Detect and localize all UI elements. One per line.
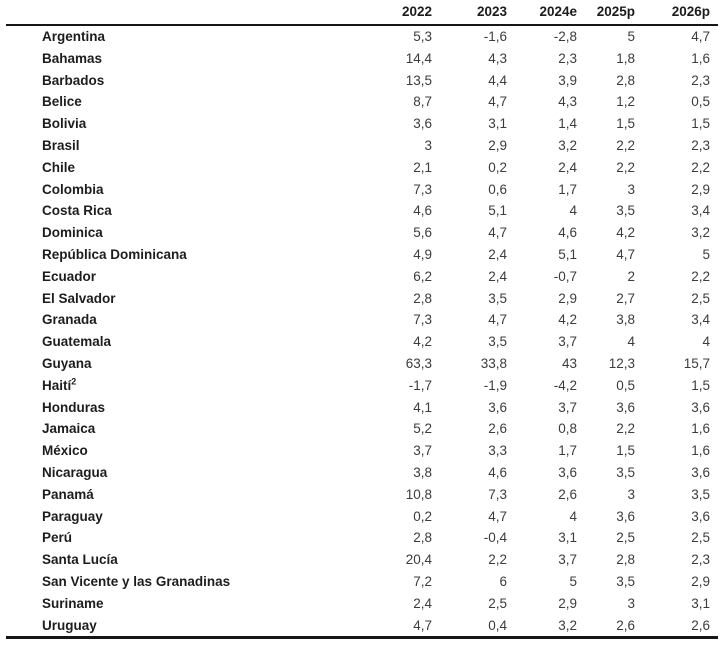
country-name: Uruguay xyxy=(42,617,97,633)
value-cell: 2,6 xyxy=(635,615,718,638)
column-header-2024e: 2024e xyxy=(507,1,577,25)
country-name: Perú xyxy=(42,530,73,546)
value-cell: 2,7 xyxy=(616,290,635,306)
country-name-cell xyxy=(6,179,358,201)
value-cell: 2,4 xyxy=(488,246,507,262)
country-name-cell xyxy=(6,200,358,222)
table-row xyxy=(6,309,718,331)
table-row xyxy=(6,418,718,440)
value-cell: 2,6 xyxy=(558,486,577,502)
value-cell: 3,6 xyxy=(691,464,710,480)
value-cell: 3 xyxy=(627,595,635,611)
country-name: Ecuador xyxy=(42,268,97,284)
value-cell: 2,9 xyxy=(691,181,710,197)
value-cell: 4,2 xyxy=(558,312,577,328)
country-name-cell xyxy=(6,244,358,266)
table-row xyxy=(6,91,718,113)
value-cell: 6,2 xyxy=(413,268,432,284)
value-cell: 4,3 xyxy=(558,94,577,110)
value-cell: 3 xyxy=(627,181,635,197)
value-cell: 1,5 xyxy=(616,443,635,459)
country-name: Guyana xyxy=(42,355,92,371)
value-cell: 7,2 xyxy=(413,573,432,589)
country-name: San Vicente y las Granadinas xyxy=(42,573,231,589)
column-header-2022: 2022 xyxy=(358,1,432,25)
value-cell: 6 xyxy=(499,573,507,589)
country-name-cell xyxy=(6,113,358,135)
value-cell: 4,7 xyxy=(488,225,507,241)
country-name-cell xyxy=(6,70,358,92)
value-cell: 5,6 xyxy=(413,225,432,241)
value-cell: 7,3 xyxy=(413,181,432,197)
table-row xyxy=(6,462,718,484)
value-cell: 1,7 xyxy=(558,443,577,459)
value-cell: 2,3 xyxy=(558,50,577,66)
value-cell: 2,5 xyxy=(616,530,635,546)
value-cell: 3,8 xyxy=(413,464,432,480)
value-cell: 3,2 xyxy=(558,137,577,153)
country-name-cell xyxy=(6,309,358,331)
country-name-cell xyxy=(6,549,358,571)
value-cell: 2,2 xyxy=(616,421,635,437)
table-row xyxy=(6,244,718,266)
value-cell: 2,5 xyxy=(691,530,710,546)
country-name-cell xyxy=(6,157,358,179)
country-name-cell xyxy=(6,484,358,506)
value-cell: 4 xyxy=(569,508,577,524)
value-cell: 3 xyxy=(627,486,635,502)
table-row xyxy=(6,48,718,70)
value-cell: 3,4 xyxy=(691,203,710,219)
value-cell: 2,9 xyxy=(488,137,507,153)
value-cell: -0,4 xyxy=(483,530,507,546)
header-row xyxy=(6,1,718,25)
value-cell: 3,1 xyxy=(691,595,710,611)
table-row xyxy=(6,157,718,179)
table-row xyxy=(6,506,718,528)
table-row xyxy=(6,179,718,201)
value-cell: 2,9 xyxy=(691,573,710,589)
table-row xyxy=(6,397,718,419)
value-cell: 0,6 xyxy=(488,181,507,197)
country-name-cell xyxy=(6,506,358,528)
country-name-cell xyxy=(6,135,358,157)
value-cell: 0,8 xyxy=(558,421,577,437)
value-cell: 1,7 xyxy=(558,181,577,197)
country-name-cell xyxy=(6,397,358,419)
value-cell: -1,6 xyxy=(483,29,507,44)
value-cell: 2,6 xyxy=(488,421,507,437)
table-row xyxy=(6,266,718,288)
country-name: Guatemala xyxy=(42,334,112,350)
value-cell: 5,1 xyxy=(488,203,507,219)
country-name: Colombia xyxy=(42,181,104,197)
country-name: Barbados xyxy=(42,72,105,88)
value-cell: 0,5 xyxy=(691,94,710,110)
country-name: Dominica xyxy=(42,225,103,241)
value-cell: 2,4 xyxy=(558,159,577,175)
value-cell: 7,3 xyxy=(488,486,507,502)
value-cell: 3,1 xyxy=(488,116,507,132)
value-cell: 3 xyxy=(424,137,432,153)
value-cell: 2,6 xyxy=(577,615,635,638)
value-cell: 2,1 xyxy=(413,159,432,175)
value-cell: 3,7 xyxy=(558,552,577,568)
value-cell: 3,4 xyxy=(691,312,710,328)
table-row xyxy=(6,135,718,157)
value-cell: 3,5 xyxy=(616,203,635,219)
value-cell: 3,6 xyxy=(691,399,710,415)
value-cell: 1,4 xyxy=(558,116,577,132)
value-cell: 2,9 xyxy=(558,595,577,611)
country-name: Suriname xyxy=(42,595,104,611)
value-cell: 0,2 xyxy=(413,508,432,524)
value-cell: 3,6 xyxy=(558,464,577,480)
country-name: Haití xyxy=(42,377,72,393)
value-cell: 0,2 xyxy=(488,159,507,175)
country-name: Brasil xyxy=(42,137,80,153)
value-cell: 2,8 xyxy=(616,552,635,568)
country-name-cell xyxy=(6,375,358,397)
value-cell: 20,4 xyxy=(405,552,432,568)
country-name-cell xyxy=(6,527,358,549)
value-cell: 4,6 xyxy=(413,203,432,219)
country-name-cell xyxy=(6,91,358,113)
value-cell: 12,3 xyxy=(608,355,635,371)
value-cell: 1,6 xyxy=(691,443,710,459)
value-cell: 4 xyxy=(627,334,635,350)
value-cell: 3,7 xyxy=(558,399,577,415)
value-cell: 4,9 xyxy=(413,246,432,262)
value-cell: 3,6 xyxy=(616,399,635,415)
value-cell: 3,7 xyxy=(558,334,577,350)
value-cell: 2,8 xyxy=(413,530,432,546)
value-cell: 5,3 xyxy=(413,29,432,44)
value-cell: 2,2 xyxy=(691,268,710,284)
country-name-cell xyxy=(6,353,358,375)
table-row xyxy=(6,70,718,92)
value-cell: 2,4 xyxy=(413,595,432,611)
value-cell: 4,7 xyxy=(488,508,507,524)
value-cell: 4,4 xyxy=(488,72,507,88)
country-name-cell xyxy=(6,48,358,70)
country-name-cell xyxy=(6,266,358,288)
value-cell: 2,3 xyxy=(691,72,710,88)
country-name-cell xyxy=(6,222,358,244)
value-cell: 3,9 xyxy=(558,72,577,88)
table-row xyxy=(6,353,718,375)
table-body xyxy=(6,25,718,638)
value-cell: 1,8 xyxy=(616,50,635,66)
value-cell: -1,7 xyxy=(408,377,432,393)
country-name: Belice xyxy=(42,94,82,110)
value-cell: 1,6 xyxy=(691,421,710,437)
value-cell: 5 xyxy=(702,246,710,262)
country-name: Costa Rica xyxy=(42,203,112,219)
value-cell: 4 xyxy=(569,203,577,219)
table-row xyxy=(6,484,718,506)
value-cell: 15,7 xyxy=(683,355,710,371)
value-cell: 2,2 xyxy=(616,159,635,175)
country-name-cell xyxy=(6,418,358,440)
value-cell: 5 xyxy=(569,573,577,589)
table-row xyxy=(6,375,718,397)
country-name: República Dominicana xyxy=(42,246,187,262)
country-name: Santa Lucía xyxy=(42,552,118,568)
value-cell: 2,3 xyxy=(691,552,710,568)
country-name: Nicaragua xyxy=(42,464,108,480)
value-cell: 3,6 xyxy=(616,508,635,524)
value-cell: 43 xyxy=(561,355,577,371)
table-row xyxy=(6,527,718,549)
value-cell: 3,5 xyxy=(488,290,507,306)
column-header-2026p: 2026p xyxy=(635,1,718,25)
country-name: Bahamas xyxy=(42,50,103,66)
table-row xyxy=(6,113,718,135)
column-header-2025p: 2025p xyxy=(577,1,635,25)
value-cell: 4,7 xyxy=(488,94,507,110)
value-cell: -2,8 xyxy=(553,29,577,44)
value-cell: 2,8 xyxy=(413,290,432,306)
country-name-cell xyxy=(6,288,358,310)
country-name-cell xyxy=(6,462,358,484)
table-row xyxy=(6,593,718,615)
value-cell: 2,2 xyxy=(616,137,635,153)
country-name: Paraguay xyxy=(42,508,103,524)
value-cell: 2,5 xyxy=(691,290,710,306)
country-name: Granada xyxy=(42,312,97,328)
value-cell: 4,7 xyxy=(358,615,432,638)
value-cell: 3,7 xyxy=(413,443,432,459)
country-name-cell xyxy=(6,571,358,593)
country-name: México xyxy=(42,443,88,459)
value-cell: 3,5 xyxy=(616,573,635,589)
value-cell: 4,2 xyxy=(413,334,432,350)
value-cell: 63,3 xyxy=(405,355,432,371)
value-cell: -4,2 xyxy=(553,377,577,393)
value-cell: 3,6 xyxy=(413,116,432,132)
value-cell: 2 xyxy=(627,268,635,284)
table-row xyxy=(6,615,718,638)
value-cell: 4,7 xyxy=(691,29,710,44)
value-cell: 4,3 xyxy=(488,50,507,66)
table-row xyxy=(6,331,718,353)
country-name-cell xyxy=(6,25,358,48)
value-cell: 14,4 xyxy=(405,50,432,66)
value-cell: 2,5 xyxy=(488,595,507,611)
table-row xyxy=(6,571,718,593)
country-name: Panamá xyxy=(42,486,94,502)
value-cell: 4,7 xyxy=(488,312,507,328)
value-cell: 2,3 xyxy=(691,137,710,153)
table-row xyxy=(6,25,718,48)
value-cell: 4 xyxy=(702,334,710,350)
value-cell: 7,3 xyxy=(413,312,432,328)
value-cell: 4,6 xyxy=(488,464,507,480)
value-cell: 5,1 xyxy=(558,246,577,262)
country-name: Chile xyxy=(42,159,76,175)
value-cell: 3,6 xyxy=(488,399,507,415)
growth-table xyxy=(6,1,718,639)
value-cell: 3,5 xyxy=(616,464,635,480)
value-cell: 2,2 xyxy=(691,159,710,175)
value-cell: 1,5 xyxy=(616,116,635,132)
value-cell: 4,6 xyxy=(558,225,577,241)
column-header-2023: 2023 xyxy=(432,1,507,25)
country-column-header xyxy=(6,1,358,25)
value-cell: 1,2 xyxy=(616,94,635,110)
table-row xyxy=(6,288,718,310)
value-cell: 3,8 xyxy=(616,312,635,328)
value-cell: 0,4 xyxy=(432,615,507,638)
country-name-cell xyxy=(6,331,358,353)
value-cell: 4,2 xyxy=(616,225,635,241)
country-name: Argentina xyxy=(42,29,106,44)
value-cell: 2,2 xyxy=(488,552,507,568)
value-cell: 1,5 xyxy=(691,377,710,393)
country-name: Honduras xyxy=(42,399,106,415)
value-cell: 2,9 xyxy=(558,290,577,306)
value-cell: 4,7 xyxy=(616,246,635,262)
value-cell: 3,2 xyxy=(507,615,577,638)
value-cell: 3,2 xyxy=(691,225,710,241)
country-name-cell xyxy=(6,615,358,638)
value-cell: 5 xyxy=(627,29,635,44)
value-cell: 3,1 xyxy=(558,530,577,546)
value-cell: 10,8 xyxy=(405,486,432,502)
country-name-cell xyxy=(6,440,358,462)
value-cell: 1,5 xyxy=(691,116,710,132)
value-cell: 3,3 xyxy=(488,443,507,459)
value-cell: 4,1 xyxy=(413,399,432,415)
value-cell: 3,6 xyxy=(691,508,710,524)
value-cell: 2,4 xyxy=(488,268,507,284)
table-row xyxy=(6,222,718,244)
country-name: Jamaica xyxy=(42,421,96,437)
country-name: Bolivia xyxy=(42,116,87,132)
value-cell: 0,5 xyxy=(616,377,635,393)
value-cell: 13,5 xyxy=(405,72,432,88)
value-cell: 3,5 xyxy=(691,486,710,502)
table-row xyxy=(6,200,718,222)
table-row xyxy=(6,440,718,462)
country-name: El Salvador xyxy=(42,290,116,306)
value-cell: 8,7 xyxy=(413,94,432,110)
table-row xyxy=(6,549,718,571)
value-cell: 33,8 xyxy=(480,355,507,371)
value-cell: -0,7 xyxy=(553,268,577,284)
value-cell: 1,6 xyxy=(691,50,710,66)
value-cell: 2,8 xyxy=(616,72,635,88)
value-cell: 3,5 xyxy=(488,334,507,350)
country-name-cell xyxy=(6,593,358,615)
footnote-marker: 2 xyxy=(71,376,77,387)
value-cell: -1,9 xyxy=(483,377,507,393)
value-cell: 5,2 xyxy=(413,421,432,437)
